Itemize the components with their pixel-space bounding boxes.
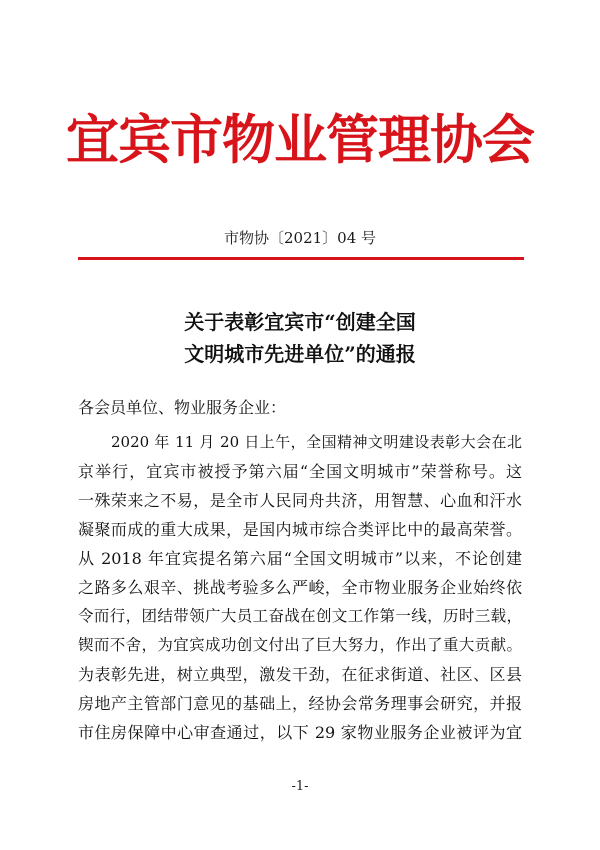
body-paragraph [78, 428, 522, 747]
body-line: 为表彰先进，树立典型，激发干劲，在征求街道、社区、区县 [78, 665, 522, 684]
document-title-line-1: 关于表彰宜宾市“创建全国 [184, 310, 416, 334]
document-number: 市物协〔2021〕04 号 [223, 229, 377, 247]
red-divider [78, 257, 524, 260]
body-line: 京举行，宜宾市被授予第六届“全国文明城市”荣誉称号。这 [78, 462, 522, 481]
body-line: 凝聚而成的重大成果，是国内城市综合类评比中的最高荣誉。 [78, 520, 522, 539]
body-line: 市住房保障中心审查通过，以下 29 家物业服务企业被评为宜 [78, 723, 522, 742]
body-line: 之路多么艰辛、挑战考验多么严峻，全市物业服务企业始终依 [78, 578, 522, 597]
body-line: 从 2018 年宜宾提名第六届“全国文明城市”以来，不论创建 [78, 549, 522, 568]
document-title [0, 306, 600, 370]
document-title-line-2: 文明城市先进单位”的通报 [184, 342, 416, 366]
salutation: 各会员单位、物业服务企业： [78, 398, 287, 417]
body-line: 房地产主管部门意见的基础上，经协会常务理事会研究，并报 [78, 694, 522, 713]
page-number: -1- [291, 779, 309, 794]
body-line: 一殊荣来之不易，是全市人民同舟共济，用智慧、心血和汗水 [78, 491, 522, 510]
body-line: 令而行，团结带领广大员工奋战在创文工作第一线，历时三载， [78, 607, 522, 625]
body-line: 锲而不舍，为宜宾成功创文付出了巨大努力，作出了重大贡献。 [78, 636, 522, 654]
organization-letterhead: 宜宾市物业管理协会 [66, 109, 534, 171]
body-line: 2020 年 11 月 20 日上午，全国精神文明建设表彰大会在北 [111, 433, 522, 451]
